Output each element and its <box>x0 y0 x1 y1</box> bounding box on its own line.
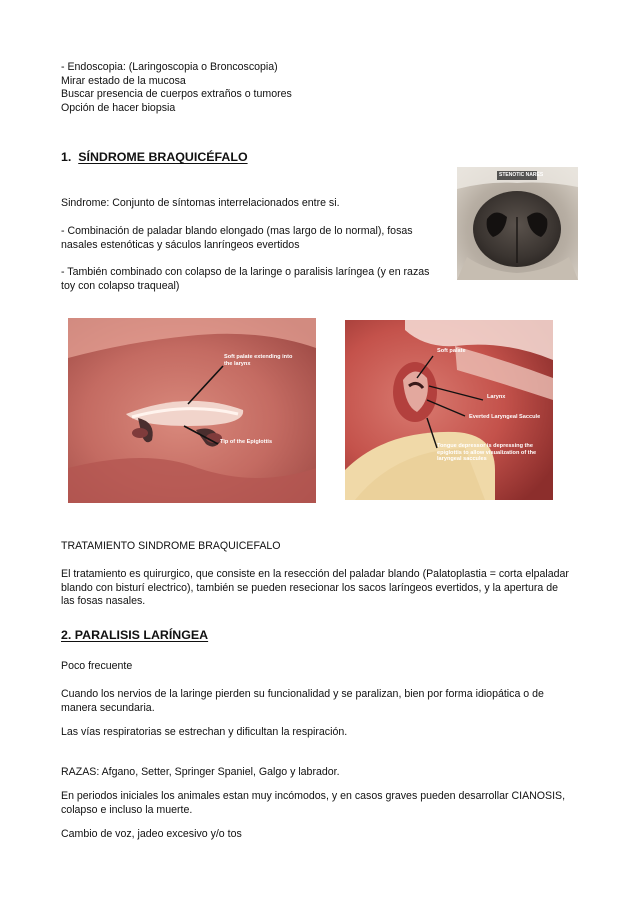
section2-razas: RAZAS: Afgano, Setter, Springer Spaniel, Galgo y labrador. <box>61 766 340 778</box>
section2-p1: Poco frecuente <box>61 660 133 672</box>
label-everted-saccule: Everted Laryngeal Saccule <box>469 414 541 420</box>
section2-line: En periodos iniciales los animales estan muy incómodos, y en casos graves pueden desarrollar CIANOSIS, <box>61 790 566 802</box>
section1-combination-2 <box>61 266 429 293</box>
soft-palate-photo <box>68 318 316 503</box>
stenotic-nares-photo <box>457 167 578 280</box>
label-tongue-depressor: Tongue depressor is depressing the epiglottis to allow visualization of the laryngeal saccules <box>437 443 537 463</box>
treatment-line: El tratamiento es quirurgico, que consiste en la resección del paladar blando (Palatoplastia = corta elpaladar <box>61 568 569 580</box>
combination-line: nasales estenóticas y sáculos lanríngeos evertidos <box>61 238 300 251</box>
combination-line: toy con colapso traqueal) <box>61 279 180 292</box>
section1-title: SÍNDROME BRAQUICÉFALO <box>78 150 248 164</box>
treatment-line: blando con bisturí electrico), también se pueden resecionar los sacos laríngeos evertidos, y la apertura de <box>61 581 559 594</box>
treatment-heading: TRATAMIENTO SINDROME BRAQUICEFALO <box>61 540 281 552</box>
label-tip-epiglottis: Tip of the Epiglottis <box>220 439 273 445</box>
intro-line: Opción de hacer biopsia <box>61 101 176 114</box>
section1-number: 1. <box>61 150 72 164</box>
treatment-line: las fosas nasales. <box>61 595 146 608</box>
section2-title: 2. PARALISIS LARÍNGEA <box>61 628 209 642</box>
intro-line: - Endoscopia: (Laringoscopia o Broncoscopia) <box>61 61 278 73</box>
section1-definition: Sindrome: Conjunto de síntomas interrelacionados entre si. <box>61 197 340 209</box>
intro-line: Mirar estado de la mucosa <box>61 74 186 87</box>
label-soft-palate-extending: Soft palate extending into the larynx <box>224 354 293 367</box>
intro-line: Buscar presencia de cuerpos extraños o tumores <box>61 88 292 101</box>
section2-p2 <box>61 688 544 715</box>
intro-block <box>61 61 292 115</box>
section1-combination <box>61 225 413 252</box>
nose-photo-caption: STENOTIC NARES <box>499 172 544 178</box>
section2-heading <box>61 629 208 643</box>
section2-p5: Cambio de voz, jadeo excesivo y/o tos <box>61 828 242 840</box>
section2-p4 <box>61 790 565 817</box>
treatment-paragraph <box>61 568 569 609</box>
section2-line: manera secundaria. <box>61 701 155 714</box>
label-larynx: Larynx <box>487 394 506 400</box>
combination-line: - También combinado con colapso de la laringe o paralisis laríngea (y en razas <box>61 266 430 278</box>
section2-line: Cuando los nervios de la laringe pierden su funcionalidad y se paralizan, bien por forma idiopática o de <box>61 688 544 700</box>
section2-p3: Las vías respiratorias se estrechan y dificultan la respiración. <box>61 726 348 738</box>
section2-line: colapso e incluso la muerte. <box>61 803 193 816</box>
laryngeal-saccules-photo <box>345 320 553 500</box>
section1-heading <box>61 151 248 165</box>
combination-line: - Combinación de paladar blando elongado (mas largo de lo normal), fosas <box>61 225 413 237</box>
label-soft-palate: Soft palate <box>437 348 466 354</box>
